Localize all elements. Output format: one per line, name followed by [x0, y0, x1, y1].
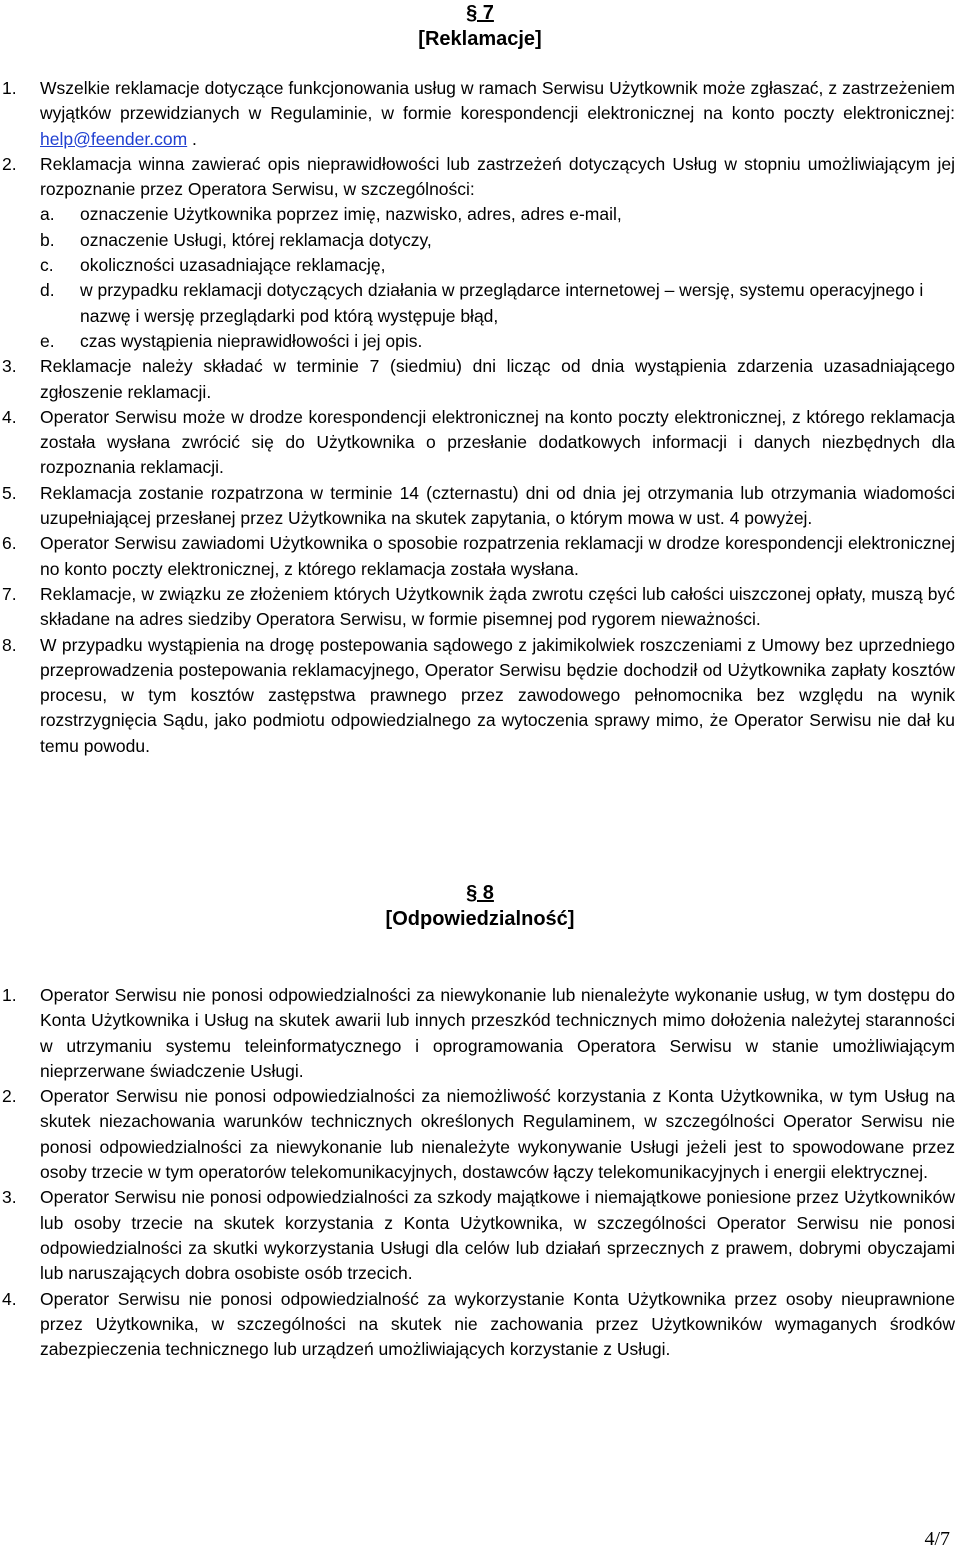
item-marker: 6. [2, 533, 17, 554]
section-7-item-8 [0, 633, 960, 759]
section-7-item-2 [0, 152, 960, 354]
sub-item-marker: b. [40, 229, 55, 250]
section-7-item-5 [0, 481, 960, 532]
item-marker: 1. [2, 78, 17, 98]
support-email-link[interactable]: help@feender.com [40, 128, 188, 149]
page-number: 4/7 [924, 1528, 950, 1550]
section-8-item-4 [0, 1287, 960, 1363]
section-8-item-3 [0, 1185, 960, 1286]
sub-item-marker: c. [40, 255, 54, 276]
section-8-item-1 [0, 983, 960, 1084]
item-marker: 4. [2, 1288, 17, 1309]
section-7-number: § 7 [466, 2, 494, 24]
item-marker: 2. [2, 153, 17, 174]
section-8-heading [0, 880, 960, 932]
section-7-item-6 [0, 531, 960, 582]
item-text: W przypadku wystąpienia na drogę postepowania sądowego z jakimikolwiek roszczeniami z Umowy bez uprzedniego przeprowadzenia postepowania reklamacyjnego, Operator Serwisu będzie dochodził od Użytkownika zapłaty kosztów procesu, w tym kosztów zastępstwa prawnego przez zawodowego pełnomocnika bez względu na wynik rozstrzygnięcia Sądu, jako podmiotu odpowiedzialnego za wytoczenia sprawy mimo, że Operator Serwisu nie dał ku temu powodu. [40, 634, 955, 756]
sub-item-text: oznaczenie Użytkownika poprzez imię, nazwisko, adres, adres e-mail, [80, 204, 622, 225]
sub-item-d [40, 278, 955, 329]
sub-item-text: w przypadku reklamacji dotyczących działania w przeglądarce internetowej – wersję, systemu operacyjnego i nazwę i wersję przeglądarki pod którą występuje błąd, [80, 280, 924, 326]
item-marker: 8. [2, 634, 17, 655]
item-text: Operator Serwisu może w drodze korespondencji elektronicznej na konto poczty elektronicznej, z którego reklamacja została wysłana zwrócić się do Użytkownika o przesłanie dodatkowych informacji i danych niezbędnych dla rozpoznania reklamacji. [40, 406, 955, 478]
sub-item-a [40, 202, 955, 227]
sub-item-c [40, 253, 955, 278]
section-8-title: [Odpowiedzialność] [385, 908, 575, 930]
item-text: Reklamacja zostanie rozpatrzona w terminie 14 (czternastu) dni od dnia jej otrzymania lub otrzymania wiadomości uzupełniającej przesłanej przez Użytkownika na skutek zapytania, o którym mowa w ust. 4 powyżej. [40, 482, 955, 529]
sub-item-text: oznaczenie Usługi, której reklamacja dotyczy, [80, 229, 432, 250]
section-7-list [0, 76, 960, 759]
item-text: Operator Serwisu nie ponosi odpowiedzialności za niewykonanie lub nienależyte wykonanie usług, w tym dostępu do Konta Użytkownika i Usług na skutek awarii lub innych przeszkód technicznych mimo dołożenia należytej staranności w utrzymaniu systemu teleinformatycznego i oprogramowania Operatora Serwisu w stanie umożliwiającym nieprzerwane świadczenie Usługi. [40, 985, 955, 1081]
section-8-number: § 8 [466, 882, 494, 904]
item-marker: 7. [2, 583, 17, 604]
section-7-item-3 [0, 354, 960, 405]
section-7-item-7 [0, 582, 960, 633]
item-text: Wszelkie reklamacje dotyczące funkcjonowania usług w ramach Serwisu Użytkownik może zgłaszać, z zastrzeżeniem wyjątków przewidzianych w Regulaminie, w formie korespondencji elektronicznej na konto poczty elektronicznej: [40, 78, 955, 124]
sub-item-marker: e. [40, 330, 55, 351]
complaint-requirements-list [40, 202, 955, 354]
section-7-item-4 [0, 405, 960, 481]
item-text-end: . [187, 128, 197, 149]
item-marker: 2. [2, 1086, 17, 1107]
item-text: Reklamacje, w związku ze złożeniem których Użytkownik żąda zwrotu części lub całości uiszczonej opłaty, muszą być składane na adres siedziby Operatora Serwisu, w formie pisemnej pod rygorem nieważności. [40, 583, 955, 630]
item-text: Operator Serwisu nie ponosi odpowiedzialność za wykorzystanie Konta Użytkownika przez osoby nieuprawnione przez Użytkownika, w szczególności na skutek nie zachowania przez Użytkowników wymaganych środków zabezpieczenia technicznego lub urządzeń umożliwiających korzystanie z Usługi. [40, 1288, 955, 1360]
item-marker: 4. [2, 406, 17, 427]
section-8-list [0, 983, 960, 1362]
sub-item-e [40, 329, 955, 354]
section-7-heading [0, 0, 960, 52]
sub-item-text: okoliczności uzasadniające reklamację, [80, 255, 386, 276]
item-text: Reklamacje należy składać w terminie 7 (siedmiu) dni licząc od dnia wystąpienia zdarzenia uzasadniającego zgłoszenie reklamacji. [40, 356, 955, 402]
item-text: Operator Serwisu nie ponosi odpowiedzialności za szkody majątkowe i niemajątkowe poniesione przez Użytkowników lub osoby trzecie na skutek korzystania z Konta Użytkownika, w szczególności Operator Serwisu nie ponosi odpowiedzialności za skutki wykorzystania Usługi dla celów lub działań sprzecznych z prawem, dobrymi obyczajami lub naruszających dobra osobiste osób trzecich. [40, 1187, 955, 1284]
section-7-item-1 [0, 76, 960, 152]
sub-item-b [40, 228, 955, 253]
section-7-title: [Reklamacje] [418, 28, 542, 50]
section-8-item-2 [0, 1084, 960, 1185]
item-text: Operator Serwisu nie ponosi odpowiedzialności za niemożliwość korzystania z Konta Użytkownika, w tym Usług na skutek niezachowania warunków technicznych określonych Regulaminem, w szczególności Operator Serwisu nie ponosi odpowiedzialności za niewykonanie lub nienależyte wykonywanie Usługi jeżeli jest to spowodowane przez osoby trzecie w tym operatorów telekomunikacyjnych, dostawców łączy telekomunikacyjnych i energii elektrycznej. [40, 1086, 955, 1183]
item-marker: 3. [2, 1187, 17, 1208]
sub-item-marker: d. [40, 280, 55, 301]
item-marker: 5. [2, 482, 17, 503]
item-marker: 1. [2, 985, 17, 1005]
item-marker: 3. [2, 356, 17, 377]
sub-item-text: czas wystąpienia nieprawidłowości i jej opis. [80, 330, 423, 351]
item-text: Reklamacja winna zawierać opis nieprawidłowości lub zastrzeżeń dotyczących Usług w stopniu umożliwiającym jej rozpoznanie przez Operatora Serwisu, w szczególności: [40, 153, 955, 200]
sub-item-marker: a. [40, 204, 55, 225]
item-text: Operator Serwisu zawiadomi Użytkownika o sposobie rozpatrzenia reklamacji w drodze korespondencji elektronicznej no konto poczty elektronicznej, z którego reklamacja została wysłana. [40, 533, 955, 579]
